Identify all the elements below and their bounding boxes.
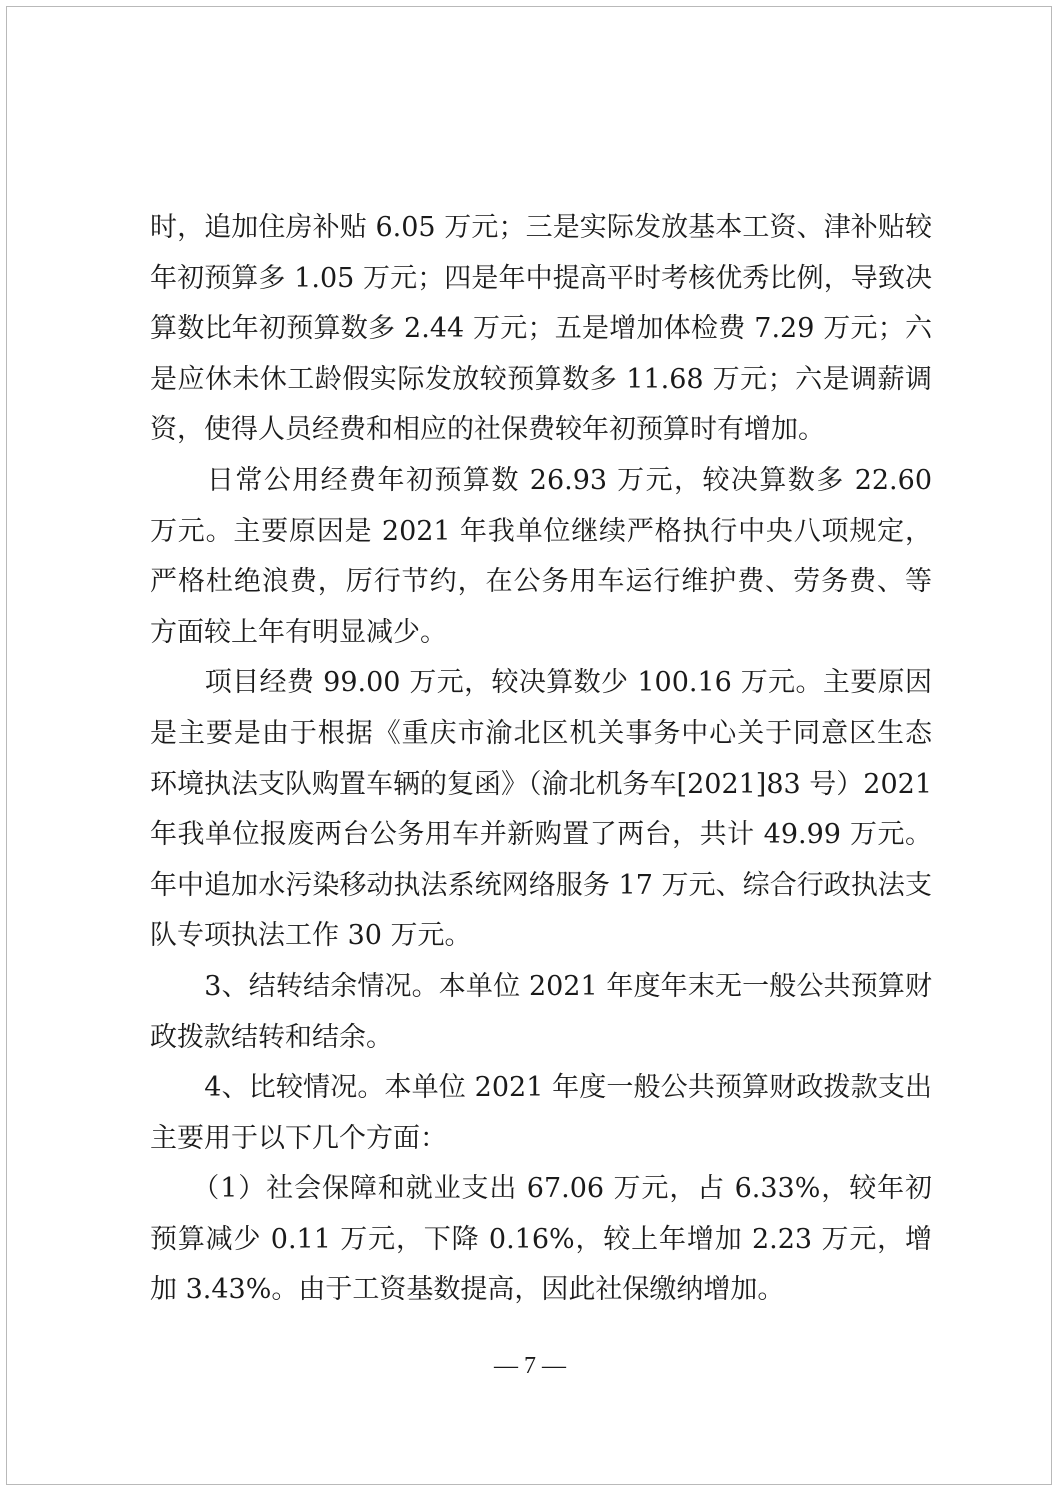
paragraph-carryover: 3、结转结余情况。本单位 2021 年度年末无一般公共预算财政拨款结转和结余。 [150,970,932,1053]
paragraph-project-expenses: 项目经费 99.00 万元，较决算数少 100.16 万元。主要原因是主要是由于根据《重庆市渝北区机关事务中心关于同意区生态环境执法支队购置车辆的复函》（渝北机务车[2021]83 号）2021 年我单位报废两台公务用车并新购置了两台，共计 49.99 万元。年中追加水污染移动执法系统网络服务 17 万元、综合行政执法支队专项执法工作 30 万元。 [150,667,941,952]
paragraph-social-security: （1）社会保障和就业支出 67.06 万元，占 6.33%，较年初预算减少 0.11 万元，下降 0.16%，较上年增加 2.23 万元，增加 3.43%。由于工资基数提高，因此社保缴纳增加。 [150,1173,932,1306]
page-number: — 7 — [494,1353,566,1379]
paragraph-comparison: 4、比较情况。本单位 2021 年度一般公共预算财政拨款支出主要用于以下几个方面： [150,1072,932,1154]
paragraph-public-expenses: 日常公用经费年初预算数 26.93 万元，较决算数多 22.60 万元。主要原因是 2021 年我单位继续严格执行中央八项规定，严格杜绝浪费，厉行节约，在公务用车运行维护费、劳务费、等方面较上年有明显减少。 [150,464,941,648]
document-body [150,203,941,1316]
document-page [6,6,1052,1485]
paragraph-personnel-expenses-continued: 时，追加住房补贴 6.05 万元；三是实际发放基本工资、津补贴较年初预算多 1.05 万元；四是年中提高平时考核优秀比例，导致决算数比年初预算数多 2.44 万元；五是增加体检费 7.29 万元；六是应休未休工龄假实际发放较预算数多 11.68 万元；六是调薪调资，使得人员经费和相应的社保费较年初预算时有增加。 [150,212,932,446]
